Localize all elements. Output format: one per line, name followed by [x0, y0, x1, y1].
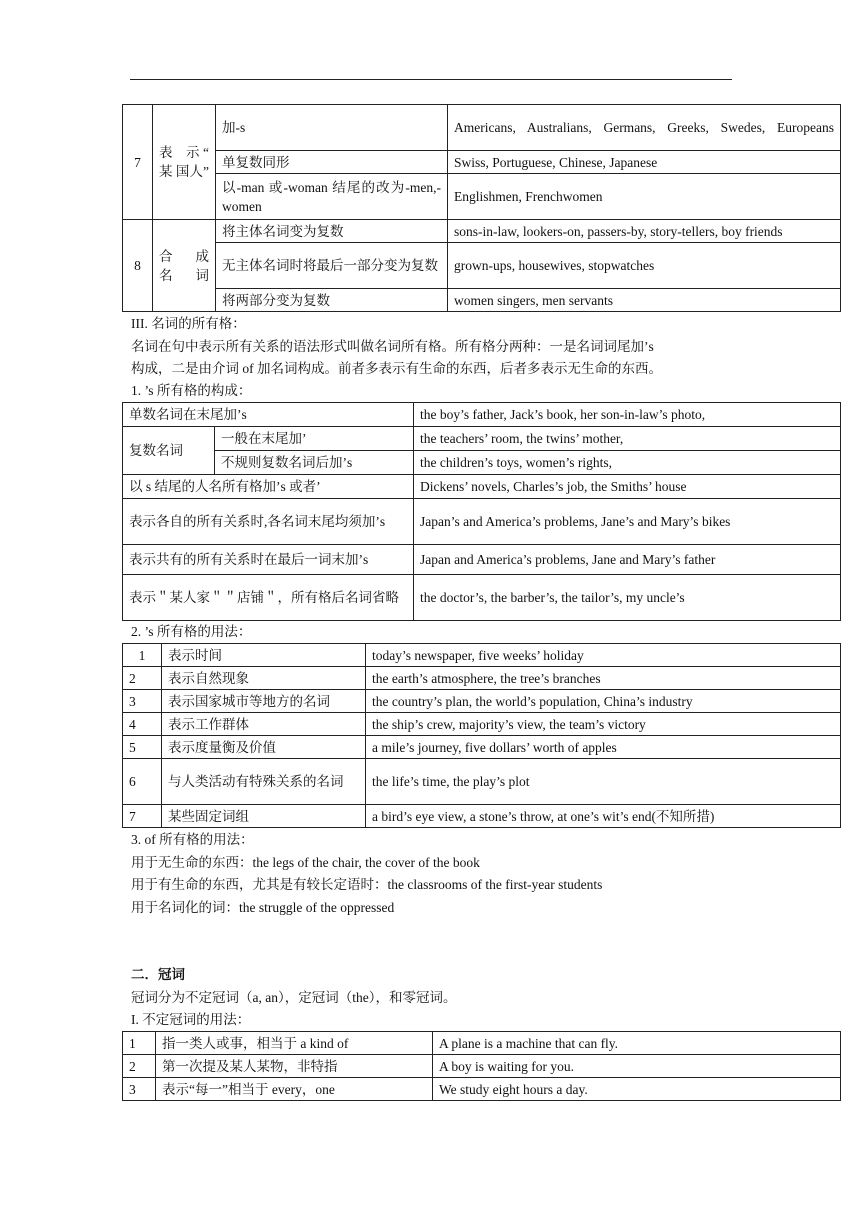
rule-cell: 以-man 或-woman 结尾的改为-men,-women	[216, 174, 448, 220]
table-row	[123, 1032, 841, 1055]
example-cell: the life’s time, the play’s plot	[366, 759, 841, 805]
table-row	[123, 759, 841, 805]
rule-cell: 单数名词在末尾加’s	[123, 403, 414, 427]
rule-cell: 以 s 结尾的人名所有格加’s 或者’	[123, 475, 414, 499]
indefinite-article-table	[122, 1031, 841, 1101]
table-row	[123, 736, 841, 759]
rule-cell: 加-s	[216, 105, 448, 151]
row-number: 1	[123, 1032, 156, 1055]
paragraph: 用于无生命的东西：the legs of the chair, the cover of the book	[131, 855, 480, 870]
plural-forms-table	[122, 104, 841, 312]
table-row	[123, 644, 841, 667]
table-row	[123, 475, 841, 499]
paragraph: 用于名词化的词：the struggle of the oppressed	[131, 900, 395, 915]
example-cell: the ship’s crew, majority’s view, the team’s victory	[366, 713, 841, 736]
usage-cell: 某些固定词组	[162, 805, 366, 828]
row-number: 7	[123, 105, 153, 220]
row-number: 4	[123, 713, 162, 736]
rule-cell: 表示各自的所有关系时,各名词末尾均须加’s	[123, 499, 414, 545]
usage-cell: 表示国家城市等地方的名词	[162, 690, 366, 713]
example-cell: the country’s plan, the world’s population, China’s industry	[366, 690, 841, 713]
table-row	[123, 1055, 841, 1078]
sub-heading: 3. of 所有格的用法：	[131, 832, 254, 847]
table-row	[123, 575, 841, 621]
table-row	[123, 713, 841, 736]
row-number: 6	[123, 759, 162, 805]
rule-cell: 无主体名词时将最后一部分变为复数	[216, 243, 448, 289]
example-cell: today’s newspaper, five weeks’ holiday	[366, 644, 841, 667]
usage-cell: 第一次提及某人某物，非特指	[156, 1055, 433, 1078]
table-row	[123, 427, 841, 451]
example-cell: Americans, Australians, Germans, Greeks, Swedes, Europeans	[448, 105, 841, 151]
table-row	[123, 690, 841, 713]
usage-cell: 表示“每一”相当于 every，one	[156, 1078, 433, 1101]
table-row	[123, 805, 841, 828]
usage-cell: 表示工作群体	[162, 713, 366, 736]
table-row	[123, 105, 841, 151]
paragraph: 冠词分为不定冠词（a, an），定冠词（the），和零冠词。	[131, 990, 457, 1005]
usage-cell: 表示自然现象	[162, 667, 366, 690]
usage-cell: 与人类活动有特殊关系的名词	[162, 759, 366, 805]
row-number: 3	[123, 690, 162, 713]
example-cell: A boy is waiting for you.	[433, 1055, 841, 1078]
possessive-usage-table	[122, 643, 841, 828]
rule-cell: 表示共有的所有关系时在最后一词末加’s	[123, 545, 414, 575]
table-row	[123, 545, 841, 575]
table-row	[123, 174, 841, 220]
rule-cell: 将两部分变为复数	[216, 289, 448, 312]
example-cell: Japan’s and America’s problems, Jane’s and Mary’s bikes	[414, 499, 841, 545]
example-cell: Swiss, Portuguese, Chinese, Japanese	[448, 151, 841, 174]
sub-heading: I. 不定冠词的用法：	[131, 1012, 251, 1027]
table-row	[123, 243, 841, 289]
usage-cell: 表示度量衡及价值	[162, 736, 366, 759]
rule-cell: 单复数同形	[216, 151, 448, 174]
row-number: 2	[123, 667, 162, 690]
table-row	[123, 403, 841, 427]
table-row	[123, 451, 841, 475]
sub-heading: 2. ’s 所有格的用法：	[131, 624, 252, 639]
possessive-formation-table	[122, 402, 841, 621]
row-number: 1	[123, 644, 162, 667]
sub-heading: 1. ’s 所有格的构成：	[131, 383, 252, 398]
paragraph: 名词在句中表示所有关系的语法形式叫做名词所有格。所有格分两种：一是名词词尾加’s	[131, 339, 654, 354]
example-cell: the children’s toys, women’s rights,	[414, 451, 841, 475]
row-number: 5	[123, 736, 162, 759]
example-cell: a mile’s journey, five dollars’ worth of apples	[366, 736, 841, 759]
category-cell: 合 成 名词	[153, 220, 216, 312]
example-cell: the teachers’ room, the twins’ mother,	[414, 427, 841, 451]
row-number: 8	[123, 220, 153, 312]
table-row	[123, 499, 841, 545]
header-rule	[130, 79, 732, 80]
example-cell: grown-ups, housewives, stopwatches	[448, 243, 841, 289]
row-number: 2	[123, 1055, 156, 1078]
row-number: 3	[123, 1078, 156, 1101]
example-cell: Englishmen, Frenchwomen	[448, 174, 841, 220]
example-cell: women singers, men servants	[448, 289, 841, 312]
example-cell: Japan and America’s problems, Jane and Mary’s father	[414, 545, 841, 575]
row-number: 7	[123, 805, 162, 828]
rule-cell: 表示＂某人家＂＂店铺＂，所有格后名词省略	[123, 575, 414, 621]
example-cell: a bird’s eye view, a stone’s throw, at one’s wit’s end(不知所措)	[366, 805, 841, 828]
example-cell: the doctor’s, the barber’s, the tailor’s, my uncle’s	[414, 575, 841, 621]
category-cell: 表 示 “ 某 国人”	[153, 105, 216, 220]
example-cell: the boy’s father, Jack’s book, her son-in-law’s photo,	[414, 403, 841, 427]
paragraph: 用于有生命的东西，尤其是有较长定语时：the classrooms of the first-year students	[131, 877, 603, 892]
paragraph: 构成，二是由介词 of 加名词构成。前者多表示有生命的东西，后者多表示无生命的东西。	[131, 361, 662, 376]
example-cell: the earth’s atmosphere, the tree’s branches	[366, 667, 841, 690]
rule-cell: 一般在末尾加’	[215, 427, 414, 451]
usage-cell: 表示时间	[162, 644, 366, 667]
table-row	[123, 667, 841, 690]
table-row	[123, 220, 841, 243]
group-cell: 复数名词	[123, 427, 215, 475]
chapter-title: 二．冠词	[131, 967, 185, 982]
rule-cell: 不规则复数名词后加’s	[215, 451, 414, 475]
example-cell: We study eight hours a day.	[433, 1078, 841, 1101]
section-heading: III. 名词的所有格：	[131, 316, 246, 331]
table-row	[123, 289, 841, 312]
rule-cell: 将主体名词变为复数	[216, 220, 448, 243]
table-row	[123, 151, 841, 174]
example-cell: Dickens’ novels, Charles’s job, the Smiths’ house	[414, 475, 841, 499]
example-cell: A plane is a machine that can fly.	[433, 1032, 841, 1055]
example-cell: sons-in-law, lookers-on, passers-by, story-tellers, boy friends	[448, 220, 841, 243]
table-row	[123, 1078, 841, 1101]
usage-cell: 指一类人或事，相当于 a kind of	[156, 1032, 433, 1055]
